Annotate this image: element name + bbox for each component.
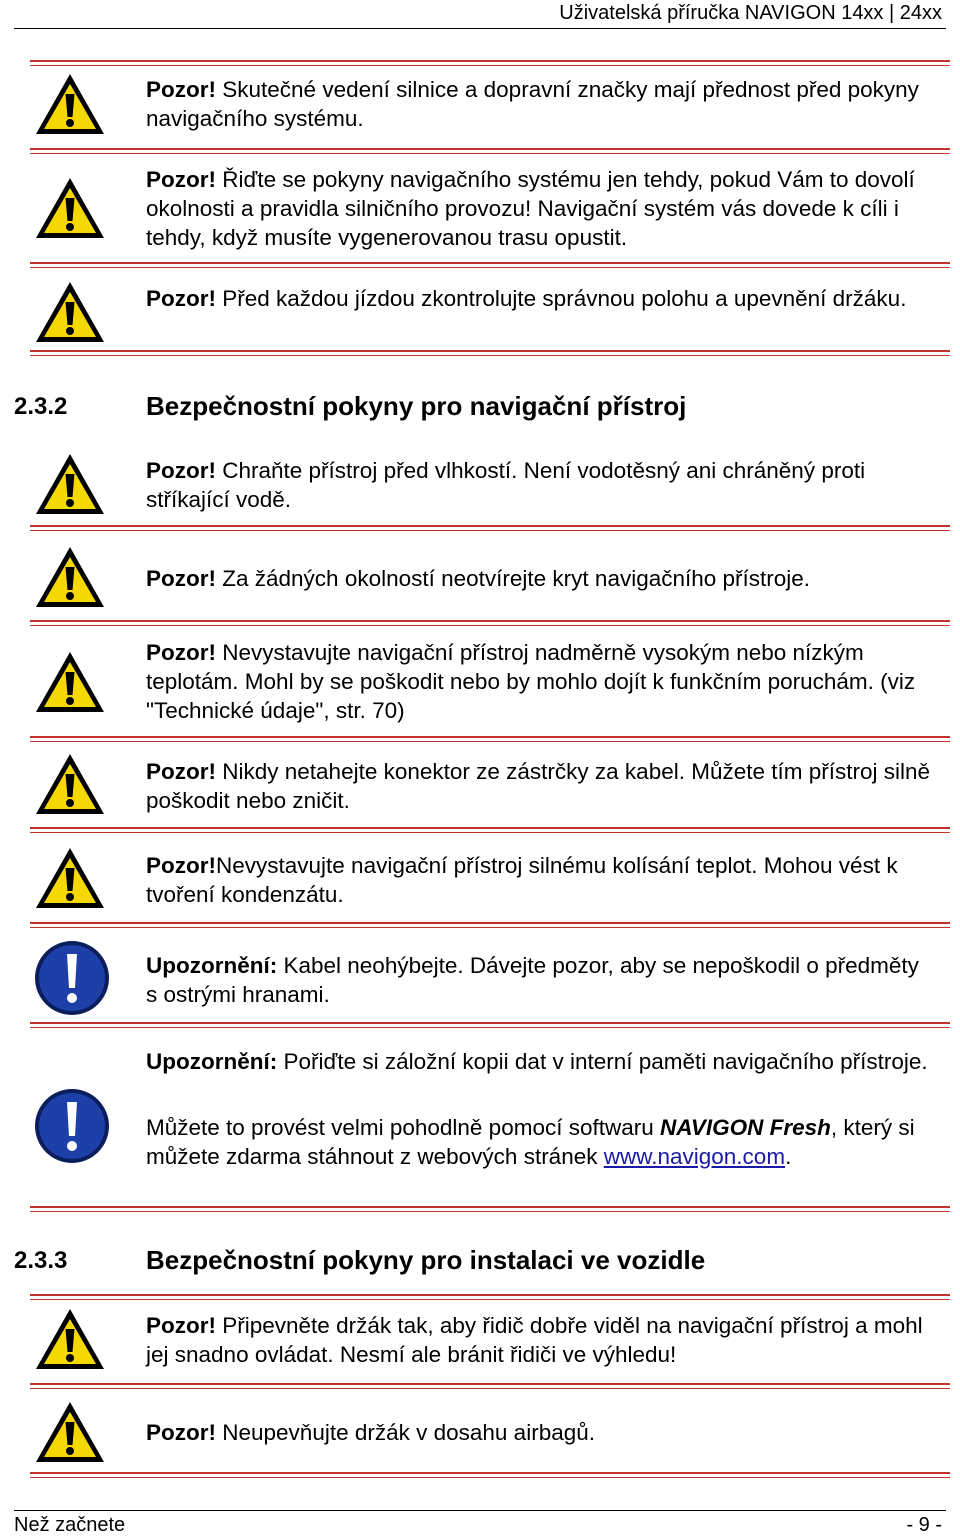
website-link[interactable]: www.navigon.com (603, 1144, 786, 1169)
page-header: Uživatelská příručka NAVIGON 14xx | 24xx (559, 2, 942, 24)
divider (30, 736, 950, 742)
footer-chapter: Než začnete (14, 1514, 126, 1536)
divider (30, 262, 950, 268)
warning-triangle-icon (34, 1400, 106, 1464)
divider (30, 525, 950, 531)
brand-name: NAVIGON Fresh (660, 1115, 831, 1140)
warning-body: Nevystavujte navigační přístroj silnému kolísání teplot. Mohou vést k tvoření kondenzátu. (146, 853, 898, 907)
warning-text (146, 757, 936, 815)
warning-label: Pozor! (146, 167, 216, 192)
warning-triangle-icon (34, 545, 106, 609)
warning-label: Pozor! (146, 286, 216, 311)
info-exclamation-icon (34, 940, 110, 1016)
warning-text (146, 1418, 936, 1447)
warning-text (146, 1311, 936, 1369)
warning-body: Za žádných okolností neotvírejte kryt navigačního přístroje. (216, 566, 811, 591)
warning-text (146, 165, 936, 252)
warning-triangle-icon (34, 452, 106, 516)
hint-text (146, 1047, 936, 1076)
divider (30, 1022, 950, 1028)
divider (30, 60, 950, 66)
section-number: 2.3.3 (14, 1247, 68, 1274)
warning-text (146, 284, 936, 313)
footer-rule (14, 1510, 946, 1511)
warning-triangle-icon (34, 280, 106, 344)
warning-label: Pozor! (146, 458, 216, 483)
divider (30, 1206, 950, 1212)
warning-body: Neupevňujte držák v dosahu airbagů. (216, 1420, 595, 1445)
warning-label: Pozor! (146, 566, 216, 591)
divider (30, 350, 950, 356)
warning-body: Připevněte držák tak, aby řidič dobře viděl na navigační přístroj a mohl jej snadno ovládat. Nesmí ale bránit řidiči ve výhledu! (146, 1313, 923, 1367)
hint-label: Upozornění: (146, 1049, 278, 1074)
section-title: Bezpečnostní pokyny pro instalaci ve vozidle (146, 1245, 706, 1275)
warning-body: Řiďte se pokyny navigačního systému jen tehdy, pokud Vám to dovolí okolnosti a pravidla silničního provozu! Navigační systém vás dovede k cíli i tehdy, když musíte vygenerovanou trasu opustit. (146, 167, 915, 250)
divider (30, 620, 950, 626)
warning-body: Chraňte přístroj před vlhkostí. Není vodotěsný ani chráněný proti stříkající vodě. (146, 458, 866, 512)
warning-label: Pozor! (146, 759, 216, 784)
divider (30, 1294, 950, 1300)
warning-triangle-icon (34, 752, 106, 816)
divider (30, 827, 950, 833)
warning-triangle-icon (34, 846, 106, 910)
divider (30, 922, 950, 928)
hint-text (146, 951, 936, 1009)
warning-triangle-icon (34, 650, 106, 714)
warning-text (146, 851, 936, 909)
divider (30, 1472, 950, 1478)
warning-text (146, 75, 936, 133)
warning-text (146, 564, 936, 593)
warning-body: Před každou jízdou zkontrolujte správnou polohu a upevnění držáku. (216, 286, 907, 311)
warning-triangle-icon (34, 1307, 106, 1371)
hint-label: Upozornění: (146, 953, 278, 978)
warning-body: Skutečné vedení silnice a dopravní značky mají přednost před pokyny navigačního systému. (146, 77, 919, 131)
header-rule (14, 28, 946, 29)
warning-body: Nikdy netahejte konektor ze zástrčky za kabel. Můžete tím přístroj silně poškodit nebo zničit. (146, 759, 931, 813)
warning-body: Nevystavujte navigační přístroj nadměrně vysokým nebo nízkým teplotám. Mohl by se poškodit nebo by mohlo dojít k funkčním poruchám. (viz "Technické údaje", str. 70) (146, 640, 916, 723)
page-number: - 9 - (906, 1514, 942, 1536)
hint-paragraph: Můžete to provést velmi pohodlně pomocí softwaru NAVIGON Fresh, který si můžete zdarma stáhnout z webových stránek www.navigon.com. (146, 1115, 915, 1169)
warning-text (146, 456, 936, 514)
info-exclamation-icon (34, 1088, 110, 1164)
warning-triangle-icon (34, 72, 106, 136)
warning-triangle-icon (34, 176, 106, 240)
hint-body: Kabel neohýbejte. Dávejte pozor, aby se nepoškodil o předměty s ostrými hranami. (146, 953, 919, 1007)
warning-label: Pozor! (146, 1313, 216, 1338)
warning-text (146, 638, 936, 725)
divider (30, 148, 950, 154)
warning-label: Pozor! (146, 77, 216, 102)
section-title: Bezpečnostní pokyny pro navigační přístroj (146, 391, 687, 421)
section-number: 2.3.2 (14, 393, 68, 420)
divider (30, 1383, 950, 1389)
warning-label: Pozor! (146, 640, 216, 665)
hint-body: Pořiďte si záložní kopii dat v interní paměti navigačního přístroje. (277, 1049, 928, 1074)
warning-label: Pozor! (146, 1420, 216, 1445)
warning-label: Pozor! (146, 853, 216, 878)
